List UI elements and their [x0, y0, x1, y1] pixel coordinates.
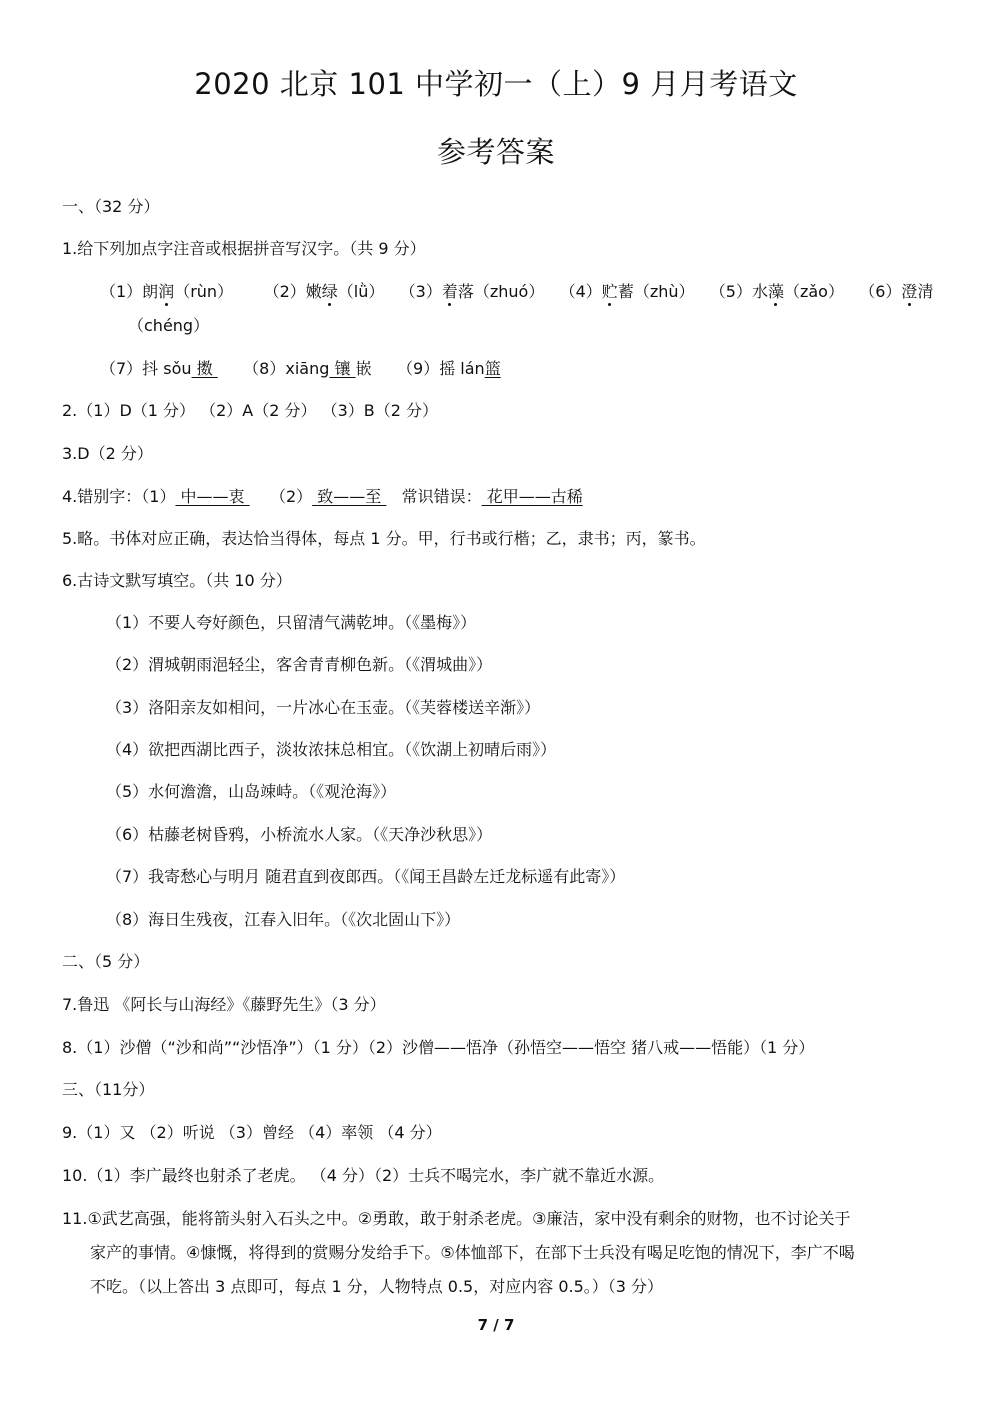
q8-answer: 8.（1）沙僧（“沙和尚”“沙悟净”）（1 分）（2）沙僧——悟净（孙悟空——悟空 猪八戒——悟能）（1 分）: [62, 1038, 815, 1057]
q10-answer: 10.（1）李广最终也射杀了老虎。 （4 分）（2）士兵不喝完水，李广就不靠近水源。: [62, 1166, 665, 1185]
q1-a5: （5）水藻（zǎo）: [709, 282, 844, 301]
q4-answer: 4.错别字：（1） 中——衷 （2） 致——至 常识错误： 花甲——古稀: [62, 487, 583, 506]
q1-a6: （6）澄清: [859, 282, 934, 301]
q1-heading: 1.给下列加点字注音或根据拼音写汉字。（共 9 分）: [62, 239, 426, 258]
q11-answer-line-1: 11.①武艺高强，能将箭头射入石头之中。②勇敢，敢于射杀老虎。③廉洁，家中没有剩余的财物，也不讨论关于: [62, 1209, 851, 1228]
q1-a1: （1）朗润（rùn）: [100, 282, 234, 301]
section-2-heading: 二、（5 分）: [62, 952, 150, 971]
q5-answer: 5.略。书体对应正确，表达恰当得体，每点 1 分。甲，行书或行楷；乙，隶书；丙，篆书。: [62, 529, 706, 548]
q11-answer-line-3: 不吃。（以上答出 3 点即可，每点 1 分，人物特点 0.5，对应内容 0.5。）（3 分）: [90, 1277, 664, 1296]
q1-a6-wrap: （chéng）: [128, 316, 210, 335]
page-subtitle: 参考答案: [436, 135, 555, 169]
q6-heading: 6.古诗文默写填空。（共 10 分）: [62, 571, 292, 590]
section-3-heading: 三、（11分）: [62, 1080, 155, 1099]
page-title: 2020 北京 101 中学初一（上）9 月月考语文: [194, 67, 798, 101]
q1-a8: （8）xiāng 镶 嵌: [243, 359, 372, 378]
q1-answers-row-2: [100, 358, 501, 380]
q1-a3: （3）着落（zhuó）: [399, 282, 545, 301]
q6-item: （8）海日生残夜，江春入旧年。（《次北固山下》）: [106, 910, 461, 929]
q6-item: （4）欲把西湖比西子，淡妆浓抹总相宜。（《饮湖上初晴后雨》）: [106, 740, 557, 759]
q6-item: （2）渭城朝雨浥轻尘，客舍青青柳色新。（《渭城曲》）: [106, 655, 493, 674]
q1-a7: （7）抖 sǒu 擞: [100, 359, 218, 378]
q1-a4: （4）贮蓄（zhù）: [559, 282, 695, 301]
q2-answer: 2.（1）D（1 分） （2）A（2 分） （3）B（2 分）: [62, 401, 439, 420]
q6-item: （6）枯藤老树昏鸦，小桥流水人家。（《天净沙秋思》）: [106, 825, 493, 844]
q6-item: （1）不要人夸好颜色，只留清气满乾坤。（《墨梅》）: [106, 613, 477, 632]
q3-answer: 3.D（2 分）: [62, 444, 153, 463]
q1-answers-row-1: [100, 281, 933, 303]
q1-a2: （2）嫩绿（lǜ）: [263, 282, 385, 301]
q9-answer: 9.（1）又 （2）听说 （3）曾经 （4）率领 （4 分）: [62, 1123, 442, 1142]
q6-item: （7）我寄愁心与明月 随君直到夜郎西。（《闻王昌龄左迁龙标遥有此寄》）: [106, 867, 626, 886]
q6-item: （5）水何澹澹，山岛竦峙。（《观沧海》）: [106, 782, 397, 801]
section-1-heading: 一、（32 分）: [62, 197, 160, 216]
q11-answer-line-2: 家产的事情。④慷慨，将得到的赏赐分发给手下。⑤体恤部下，在部下士兵没有喝足吃饱的情况下，李广不喝: [90, 1243, 855, 1262]
page-number: 7 / 7: [477, 1316, 515, 1334]
q7-answer: 7.鲁迅 《阿长与山海经》《藤野先生》（3 分）: [62, 995, 386, 1014]
q6-item: （3）洛阳亲友如相问，一片冰心在玉壶。（《芙蓉楼送辛渐》）: [106, 698, 541, 717]
q1-a9: （9）摇 lán篮: [397, 359, 501, 378]
